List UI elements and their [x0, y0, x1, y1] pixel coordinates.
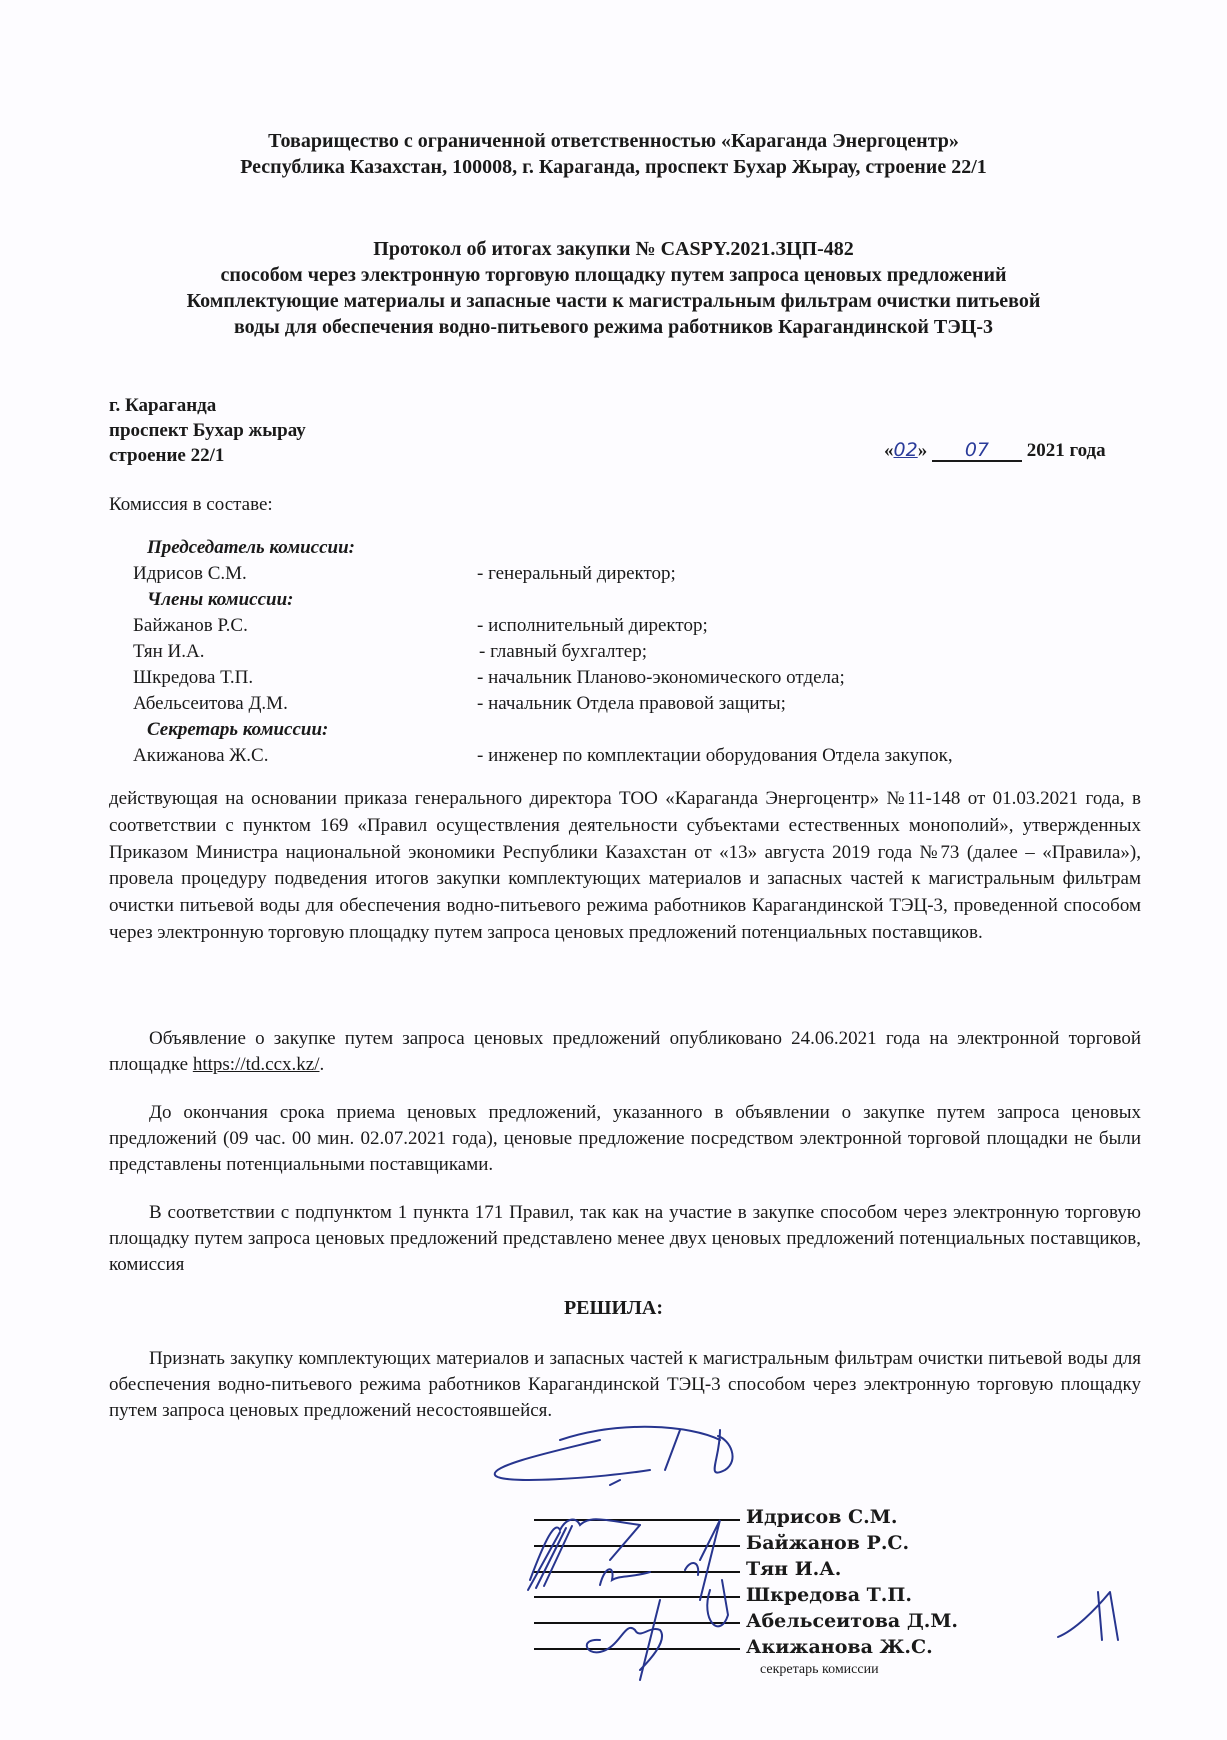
- member-name: Тян И.А.: [133, 641, 205, 662]
- member-name: Байжанов Р.С.: [133, 615, 248, 636]
- members-heading: Члены комиссии:: [147, 589, 294, 610]
- protocol-subtitle-subject-1: Комплектующие материалы и запасные части к магистральным фильтрам очистки питьевой: [186, 290, 1041, 312]
- location-city: г. Караганда: [109, 395, 217, 416]
- paragraph-basis: действующая на основании приказа генерального директора ТОО «Караганда Энергоцентр» №11-148 от 01.03.2021 года, в соответствии с пунктом 169 «Правил осуществления деятельности субъектами естественных монополий», утвержденных Приказом Министра национальной экономики Республики Казахстан от «13» августа 2019 года №73 (далее – «Правила»), провела процедуру подведения итогов закупки комплектующих материалов и запасных частей к магистральным фильтрам очистки питьевой воды для обеспечения водно-питьевого режима работников Карагандинской ТЭЦ-3, проведенной способом через электронную торговую площадку путем запроса ценовых предложений потенциальных поставщиков.: [109, 788, 1141, 943]
- commission-intro: Комиссия в составе:: [109, 494, 273, 515]
- date-year: 2021 года: [1026, 440, 1106, 461]
- member-role: - исполнительный директор;: [477, 615, 708, 636]
- announcement-text: Объявление о закупке путем запроса ценовых предложений опубликовано 24.06.2021 года на электронной торговой площадке: [109, 1028, 1141, 1075]
- secretary-heading: Секретарь комиссии:: [147, 719, 329, 740]
- decision-heading: РЕШИЛА:: [563, 1297, 664, 1319]
- member-name: Абельсеитова Д.М.: [133, 693, 288, 714]
- member-role: - начальник Планово-экономического отдела;: [477, 667, 845, 688]
- protocol-subtitle-method: способом через электронную торговую площадку путем запроса ценовых предложений: [220, 264, 1007, 286]
- signatory-name: Байжанов Р.С.: [746, 1532, 910, 1554]
- date-open-quote: «: [884, 440, 894, 461]
- date-month-handwritten: 07: [932, 440, 1022, 462]
- protocol-title: Протокол об итогах закупки № CASPY.2021.ЗЦП-482: [373, 238, 854, 260]
- chairman-heading: Председатель комиссии:: [147, 537, 355, 558]
- company-name: Товарищество с ограниченной ответственностью «Караганда Энергоцентр»: [268, 130, 959, 152]
- protocol-subtitle-subject-2: воды для обеспечения водно-питьевого режима работников Карагандинской ТЭЦ-3: [233, 316, 994, 338]
- paragraph-rule-reference: В соответствии с подпунктом 1 пункта 171 Правил, так как на участие в закупке способом через электронную торговую площадку путем запроса ценовых предложений представлено менее двух ценовых предложений потенциальных поставщиков, комиссия: [109, 1202, 1141, 1275]
- secretary-note: секретарь комиссии: [760, 1662, 879, 1677]
- paragraph-deadline: До окончания срока приема ценовых предложений, указанного в объявлении о закупке путем запроса ценовых предложений (09 час. 00 мин. 02.07.2021 года), ценовые предложение посредством электронной торговой площадки не были представлены потенциальными поставщиками.: [109, 1102, 1141, 1175]
- member-name: Шкредова Т.П.: [133, 667, 254, 688]
- signatory-name: Идрисов С.М.: [746, 1506, 898, 1528]
- announcement-period: .: [319, 1054, 325, 1075]
- signatory-name: Абельсеитова Д.М.: [746, 1610, 959, 1632]
- location-street: проспект Бухар жырау: [109, 420, 306, 441]
- location-building: строение 22/1: [109, 445, 225, 466]
- member-role: - начальник Отдела правовой защиты;: [477, 693, 786, 714]
- member-role: - инженер по комплектации оборудования Отдела закупок,: [477, 745, 953, 766]
- signatory-name: Шкредова Т.П.: [746, 1584, 912, 1606]
- paragraph-decision: Признать закупку комплектующих материалов и запасных частей к магистральным фильтрам очистки питьевой воды для обеспечения водно-питьевого режима работников Карагандинской ТЭЦ-3 способом через электронную торговую площадку путем запроса ценовых предложений несостоявшейся.: [109, 1348, 1141, 1421]
- member-name: Идрисов С.М.: [133, 563, 247, 584]
- signatory-name: Акижанова Ж.С.: [746, 1636, 933, 1658]
- member-role: - генеральный директор;: [477, 563, 676, 584]
- company-address: Республика Казахстан, 100008, г. Караганда, проспект Бухар Жырау, строение 22/1: [240, 156, 987, 178]
- trading-platform-link[interactable]: https://td.ccx.kz/: [192, 1054, 320, 1075]
- member-role: - главный бухгалтер;: [479, 641, 647, 662]
- date-close-quote: »: [917, 440, 928, 461]
- signatory-name: Тян И.А.: [746, 1558, 842, 1580]
- member-name: Акижанова Ж.С.: [133, 745, 269, 766]
- date-day-handwritten: 02: [893, 439, 918, 461]
